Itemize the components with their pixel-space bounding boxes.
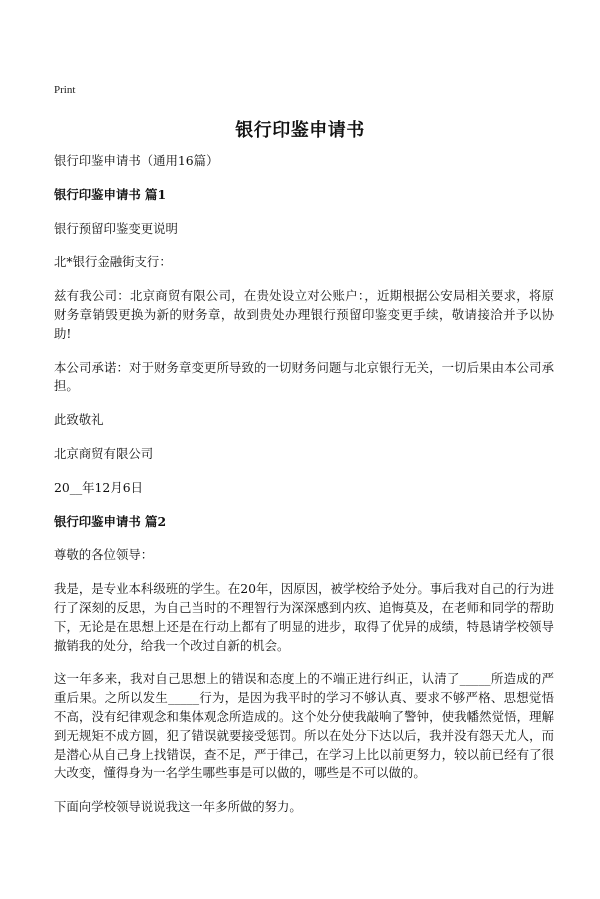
- section1-paragraph: 本公司承诺：对于财务章变更所导致的一切财务问题与北京银行无关，一切后果由本公司承担。: [54, 359, 554, 394]
- section2-paragraph: 下面向学校领导说说我这一年多所做的努力。: [54, 799, 302, 815]
- section2-paragraph: 这一年多来，我对自己思想上的错误和态度上的不端正进行纠正，认清了_____所造成的严重后果。之所以发生_____行为，是因为我平时的学习不够认真、要求不够严格、思想觉悟不高，没有纪律观念和集体观念所造成的。这个处分使我敲响了警钟，使我幡然觉悟，理解到无规矩不成方圆，犯了错误就要接受惩罚。所以在处分下达以后，我并没有怨天尤人，而是潜心从自己身上找错误，查不足，严于律己，在学习上比以前更努力，较以前已经有了很大改变，懂得身为一名学生哪些事是可以做的，哪些是不可以做的。: [54, 671, 554, 781]
- section1-company: 北京商贸有限公司: [54, 445, 154, 461]
- section1-closing: 此致敬礼: [54, 412, 104, 428]
- section2-heading: 银行印鉴申请书 篇2: [54, 513, 167, 529]
- print-label: Print: [54, 84, 76, 96]
- document-title: 银行印鉴申请书: [235, 120, 365, 141]
- section2-greeting: 尊敬的各位领导：: [54, 547, 154, 563]
- document-body: [54, 152, 554, 832]
- section1-heading: 银行印鉴申请书 篇1: [54, 186, 167, 202]
- document-subtitle: 银行印鉴申请书（通用16篇）: [54, 153, 219, 168]
- section1-addressee: 北*银行金融街支行：: [54, 254, 172, 270]
- section1-intro: 银行预留印鉴变更说明: [54, 220, 178, 236]
- section1-date: 20__年12月6日: [54, 479, 143, 495]
- section2-paragraph: 我是，是专业本科级班的学生。在20年，因原因，被学校给予处分。事后我对自己的行为进行了深刻的反思，为自己当时的不理智行为深深感到内疚、追悔莫及，在老师和同学的帮助下，无论是在思想上还是在行动上都有了明显的进步，取得了优异的成绩，特恳请学校领导撤销我的处分，给我一个改过自新的机会。: [54, 581, 554, 653]
- section1-paragraph: 兹有我公司：北京商贸有限公司，在贵处设立对公账户：，近期根据公安局相关要求，将原财务章销毁更换为新的财务章，故到贵处办理银行预留印鉴变更手续，敬请接洽并予以协助!: [54, 288, 554, 341]
